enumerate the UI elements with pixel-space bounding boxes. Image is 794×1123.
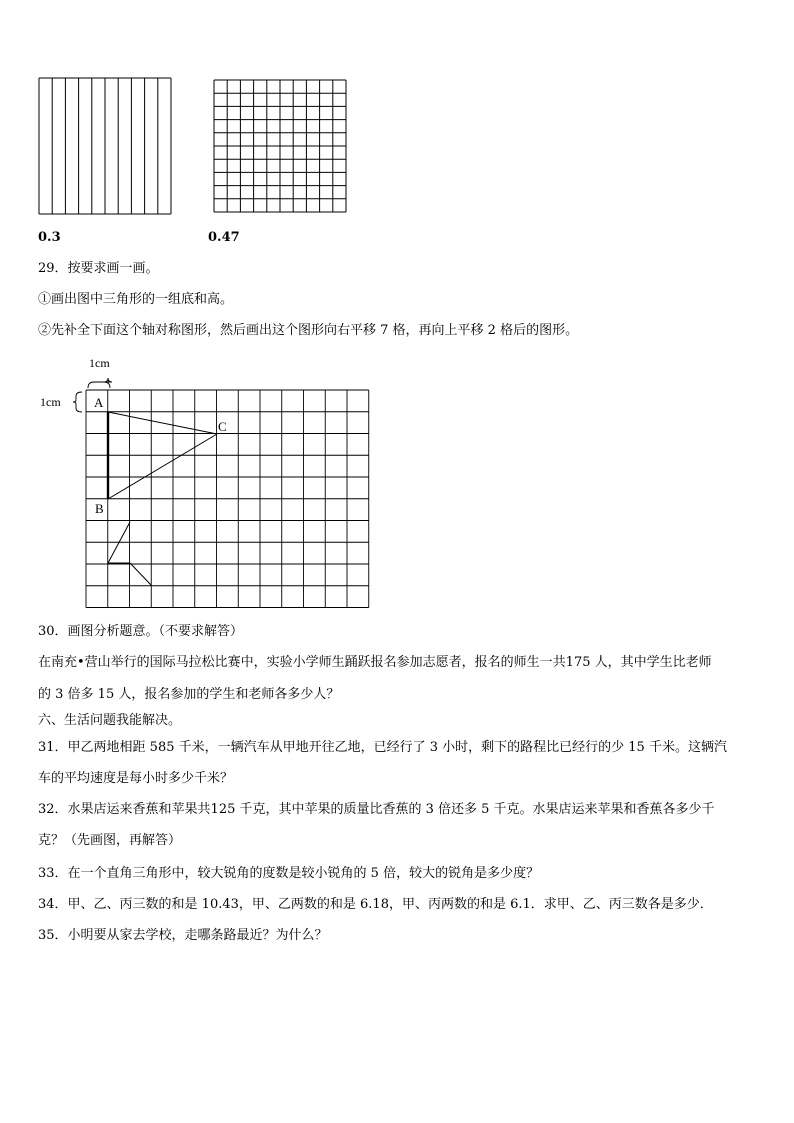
- q33-text: 33．在一个直角三角形中，较大锐角的度数是较小锐角的 5 倍，较大的锐角是多少度？: [38, 866, 540, 881]
- q29-title: 29．按要求画一画。: [38, 261, 159, 276]
- point-b-label: B: [95, 501, 104, 516]
- segment-bc: [108, 434, 217, 499]
- figure-label-right: 0.47: [208, 230, 240, 245]
- strip-figure: [38, 77, 174, 215]
- q32-line2: 克？（先画图，再解答）: [38, 833, 182, 848]
- unit-brace-left: [73, 392, 82, 412]
- section-6-heading: 六、生活问题我能解决。: [38, 713, 182, 728]
- q29-item1: ①画出图中三角形的一组底和高。: [38, 292, 234, 307]
- q30-title: 30．画图分析题意。（不要求解答）: [38, 624, 244, 639]
- q32-line1: 32．水果店运来香蕉和苹果共125 千克，其中苹果的质量比香蕉的 3 倍还多 5 千克。水果店运来苹果和香蕉各多少千: [38, 802, 715, 817]
- unit-label-top: 1cm: [89, 356, 110, 370]
- partial-figure-slant: [130, 563, 151, 585]
- figure-label-left: 0.3: [38, 230, 61, 245]
- unit-label-left: 1cm: [40, 395, 61, 409]
- q29-item2: ②先补全下面这个轴对称图形，然后画出这个图形向右平移 7 格，再向上平移 2 格后的图形。: [38, 323, 579, 338]
- hundred-grid-figure: [213, 79, 349, 215]
- q30-line1: 在南充•营山举行的国际马拉松比赛中，实验小学师生踊跃报名参加志愿者，报名的师生一共175 人，其中学生比老师: [38, 655, 712, 670]
- segment-ac: [108, 412, 217, 434]
- q31-line1: 31．甲乙两地相距 585 千米，一辆汽车从甲地开往乙地，已经行了 3 小时，剩下的路程比已经行的少 15 千米。这辆汽: [38, 740, 727, 755]
- q30-line2: 的 3 倍多 15 人，报名参加的学生和老师各多少人？: [38, 687, 340, 702]
- unit-brace-top-right: [104, 378, 112, 388]
- point-a-label: A: [94, 395, 104, 410]
- q34-text: 34．甲、乙、丙三数的和是 10.43，甲、乙两数的和是 6.18，甲、丙两数的和是 6.1．求甲、乙、丙三数各是多少．: [38, 897, 713, 912]
- q31-line2: 车的平均速度是每小时多少千米？: [38, 771, 234, 786]
- triangle-grid-figure: [36, 350, 376, 612]
- q35-text: 35．小明要从家去学校，走哪条路最近？为什么？: [38, 928, 328, 943]
- point-c-label: C: [218, 419, 227, 434]
